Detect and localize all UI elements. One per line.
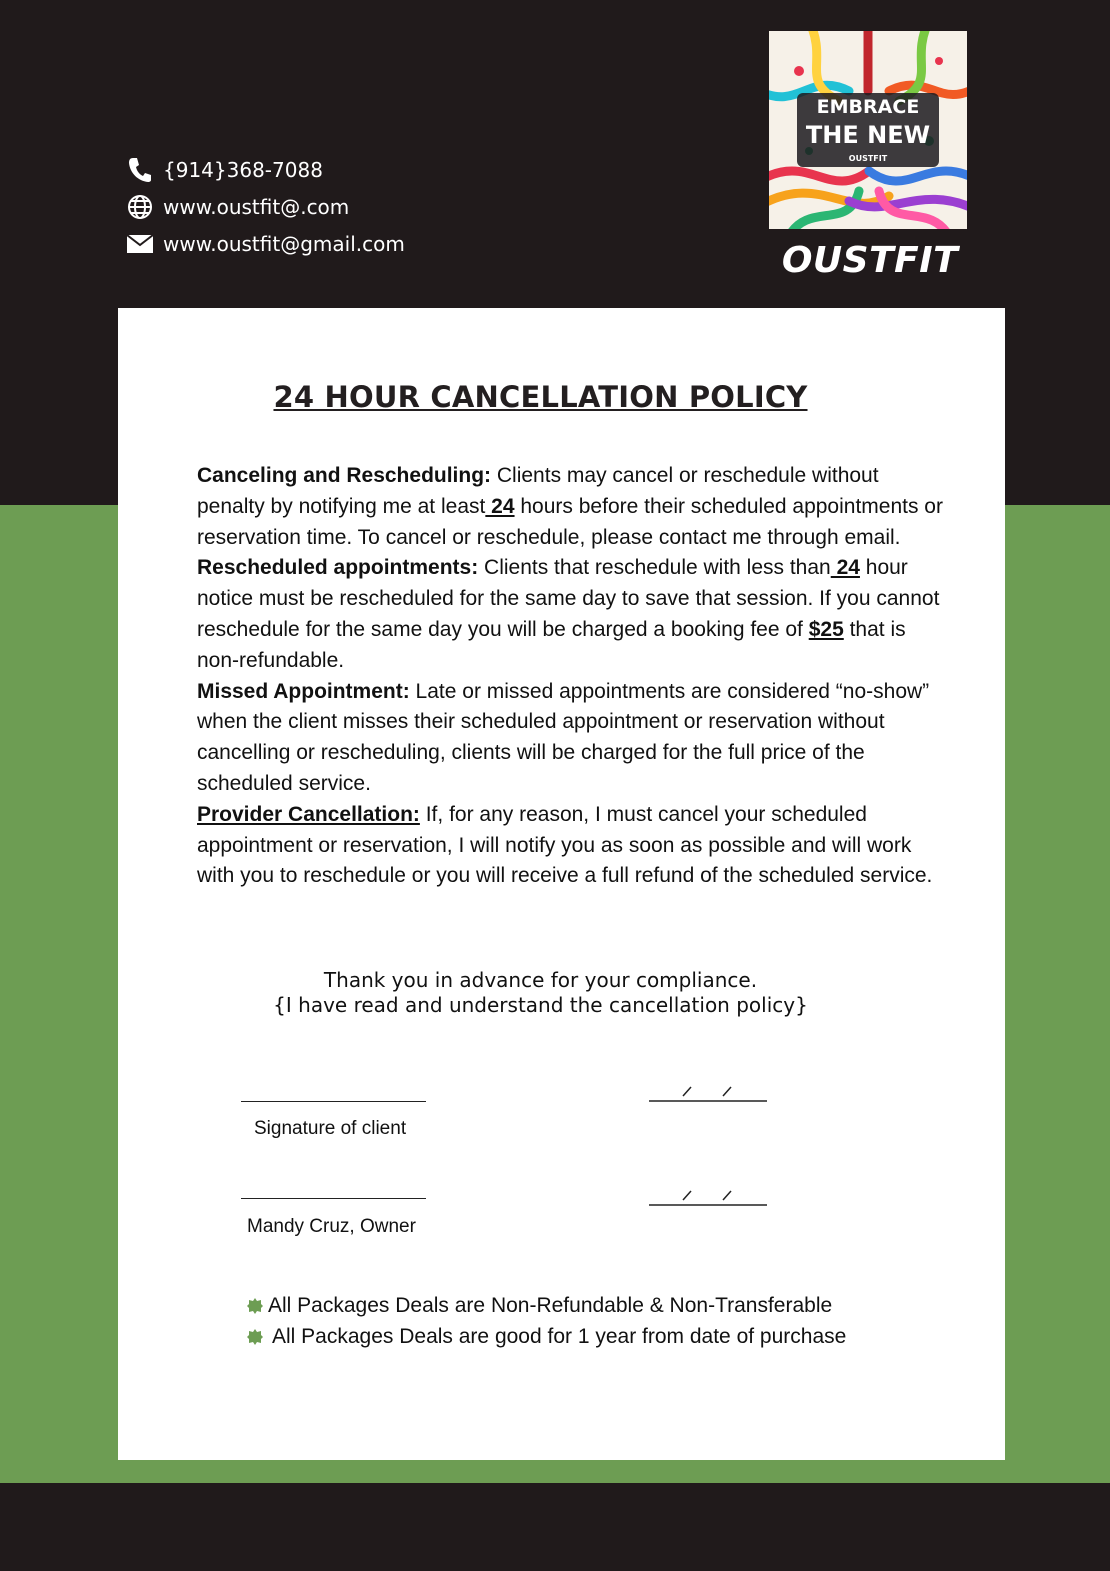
owner-signature-line[interactable] xyxy=(241,1198,426,1199)
section-text: Clients that reschedule with less than xyxy=(478,556,831,580)
phone-icon xyxy=(125,155,155,185)
client-date-line[interactable] xyxy=(649,1076,767,1102)
policy-document xyxy=(118,308,1005,1460)
note-text: All Packages Deals are good for 1 year from date of purchase xyxy=(272,1324,847,1348)
owner-date-line[interactable] xyxy=(649,1180,767,1206)
policy-section-canceling xyxy=(197,461,947,553)
contact-email xyxy=(125,229,405,259)
note-text: All Packages Deals are Non-Refundable & Non-Transferable xyxy=(268,1293,833,1317)
policy-section-rescheduled xyxy=(197,553,947,676)
list-item xyxy=(246,1290,846,1321)
section-text: If, for any reason, I must cancel your scheduled appointment or reservation, I will notify you as soon as possible and will work with you to reschedule or you will receive a full refund of the scheduled service. xyxy=(197,802,933,888)
hours-emphasis: 24 xyxy=(830,556,860,580)
logo-small-text: OUSTFIT xyxy=(848,154,888,163)
fee-amount: $25 xyxy=(808,617,844,641)
policy-section-missed xyxy=(197,677,947,800)
section-heading: Missed Appointment: xyxy=(197,679,410,703)
globe-icon xyxy=(125,192,155,222)
embrace-the-new-logo xyxy=(769,31,967,229)
brand-name: OUSTFIT xyxy=(781,240,959,281)
badge-bullet-icon xyxy=(246,1328,264,1346)
policy-section-provider xyxy=(197,800,947,892)
website-text: www.oustfit@.com xyxy=(163,195,350,219)
mail-icon xyxy=(125,229,155,259)
section-text: hours before their scheduled appointments or reservation time. To cancel or reschedule, please contact me through email. xyxy=(197,494,943,549)
acknowledgement-line: {I have read and understand the cancellation policy} xyxy=(273,993,808,1017)
badge-bullet-icon xyxy=(246,1297,264,1315)
hours-emphasis: 24 xyxy=(485,494,515,518)
logo-text-line2: THE NEW xyxy=(805,121,931,149)
package-notes xyxy=(246,1290,846,1352)
client-signature-line[interactable] xyxy=(241,1101,426,1102)
section-text: Clients may cancel or reschedule without penalty by notifying me at least xyxy=(197,464,879,518)
document-title: 24 HOUR CANCELLATION POLICY xyxy=(273,380,808,414)
section-text: Late or missed appointments are considered “no-show” when the client misses their scheduled appointment or reservation without cancelling or rescheduling, clients will be charged for the full price of the scheduled service. xyxy=(197,679,930,795)
section-text: that is non-refundable. xyxy=(197,617,906,672)
client-signature-label: Signature of client xyxy=(254,1118,407,1139)
policy-body xyxy=(197,461,947,892)
email-text: www.oustfit@gmail.com xyxy=(163,232,405,256)
contact-phone xyxy=(125,155,323,185)
footer-band xyxy=(0,1483,1110,1571)
owner-signature-label: Mandy Cruz, Owner xyxy=(247,1216,416,1237)
phone-text: {914}368-7088 xyxy=(163,158,323,182)
section-heading: Canceling and Rescheduling: xyxy=(197,464,492,487)
contact-website xyxy=(125,192,349,222)
section-heading: Provider Cancellation: xyxy=(197,802,420,826)
logo-text-line1: EMBRACE xyxy=(816,96,920,118)
closing-text xyxy=(118,968,963,1018)
list-item xyxy=(246,1321,846,1352)
thanks-line: Thank you in advance for your compliance. xyxy=(323,968,758,992)
section-heading: Rescheduled appointments: xyxy=(197,556,479,580)
section-text: hour notice must be rescheduled for the same day to save that session. If you cannot reschedule for the same day you will be charged a booking fee of xyxy=(197,556,940,641)
